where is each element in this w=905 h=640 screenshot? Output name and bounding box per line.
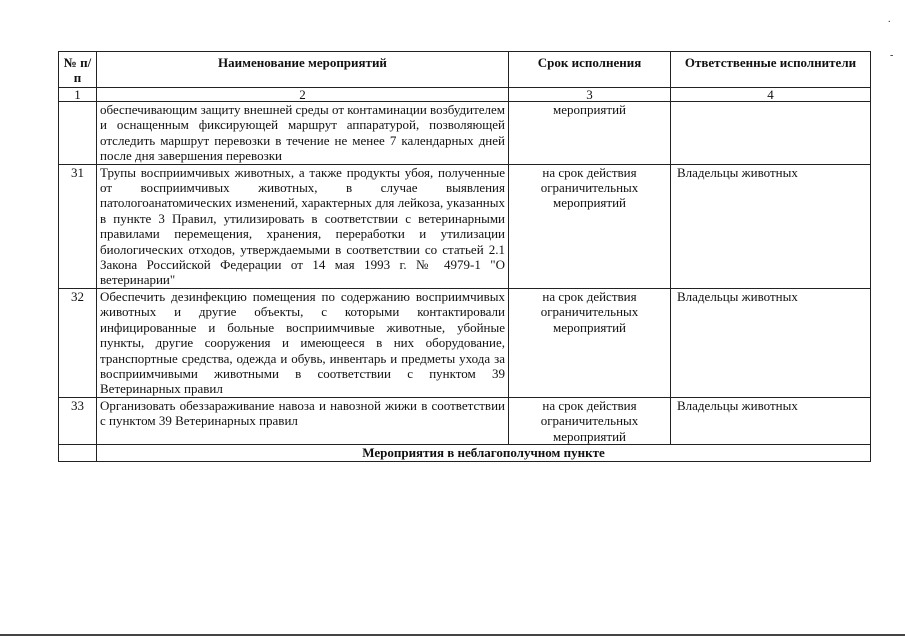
measure-term: на срок действия ограничительных мероприятий — [509, 288, 671, 397]
measure-term: мероприятий — [509, 102, 671, 165]
measure-responsible — [671, 102, 871, 165]
measure-responsible: Владельцы животных — [671, 288, 871, 397]
table-row — [59, 397, 871, 444]
column-number: 3 — [509, 88, 671, 102]
page-bottom-edge — [0, 634, 905, 636]
header-name: Наименование мероприятий — [97, 52, 509, 88]
margin-mark: - — [890, 50, 894, 61]
column-number: 2 — [97, 88, 509, 102]
measure-name: Трупы восприимчивых животных, а также продукты убоя, полученные от восприимчивых животных, в случае выявления патологоанатомических изменений, характерных для лейкоза, указанных в пункте 3 Правил, утилизировать в соответствии с ветеринарными правилами перемещения, хранения, переработки и утилизации биологических отходов, утверждаемыми в соответствии со статьей 2.1 Закона Российской Федерации от 14 мая 1993 г. № 4979-1 "О ветеринарии" — [97, 164, 509, 288]
column-number: 1 — [59, 88, 97, 102]
row-number — [59, 102, 97, 165]
header-responsible: Ответственные исполнители — [671, 52, 871, 88]
measure-term: на срок действия ограничительных мероприятий — [509, 397, 671, 444]
section-header-row — [59, 444, 871, 461]
measure-name: Организовать обеззараживание навоза и навозной жижи в соответствии с пунктом 39 Ветеринарных правил — [97, 397, 509, 444]
table-row — [59, 102, 871, 165]
table-row — [59, 288, 871, 397]
measure-responsible: Владельцы животных — [671, 397, 871, 444]
measure-responsible: Владельцы животных — [671, 164, 871, 288]
table-row — [59, 164, 871, 288]
header-term: Срок исполнения — [509, 52, 671, 88]
measure-name: обеспечивающим защиту внешней среды от контаминации возбудителем и оснащенным фиксирующей маршрут аппаратурой, позволяющей отследить маршрут перевозки в течение не менее 7 календарных дней после дня завершения перевозки — [97, 102, 509, 165]
row-number: 33 — [59, 397, 97, 444]
row-number: 31 — [59, 164, 97, 288]
section-title: Мероприятия в неблагополучном пункте — [97, 444, 871, 461]
measure-name: Обеспечить дезинфекцию помещения по содержанию восприимчивых животных и другие объекты, с которыми контактировали инфицированные и больные восприимчивые животные, убойные пункты, другие сооружения и имеющееся в них оборудование, транспортные средства, одежда и обувь, инвентарь и предметы ухода за восприимчивыми животными в соответствии с пунктом 39 Ветеринарных правил — [97, 288, 509, 397]
measure-term: на срок действия ограничительных мероприятий — [509, 164, 671, 288]
column-number: 4 — [671, 88, 871, 102]
section-num-cell — [59, 444, 97, 461]
row-number: 32 — [59, 288, 97, 397]
table-header-row — [59, 52, 871, 88]
measures-table — [58, 51, 871, 462]
header-num: № п/п — [59, 52, 97, 88]
margin-mark: . — [888, 14, 891, 25]
column-number-row — [59, 88, 871, 102]
